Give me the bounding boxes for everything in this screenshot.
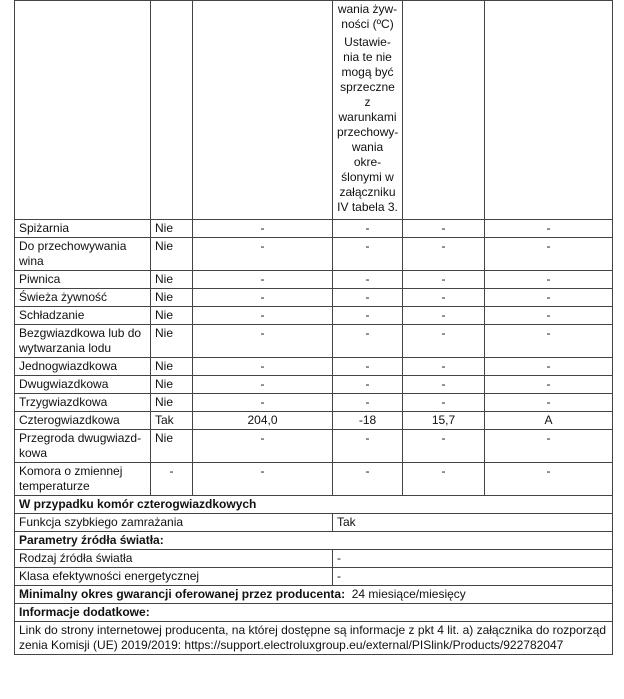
light-type-row: Rodzaj źródła światła - bbox=[15, 550, 613, 568]
settings-note-line: sprzeczne z bbox=[340, 80, 395, 109]
light-heading-row: Parametry źródła światła: bbox=[15, 532, 613, 550]
cell-present: Nie bbox=[151, 307, 193, 325]
cell-present: Nie bbox=[151, 271, 193, 289]
cell-energy: - bbox=[403, 358, 485, 376]
table-row bbox=[15, 412, 613, 430]
cell-volume: - bbox=[193, 463, 333, 496]
settings-note-line: załączniku bbox=[339, 185, 396, 199]
compartment-label: Komora o zmiennej temperaturze bbox=[15, 463, 151, 496]
light-class-row: Klasa efektywności energetycznej - bbox=[15, 568, 613, 586]
compartment-label: Spiżarnia bbox=[15, 220, 151, 238]
additional-text-row bbox=[15, 622, 613, 655]
settings-note-line: wania okre- bbox=[351, 140, 384, 169]
settings-note-line: IV tabela 3. bbox=[337, 200, 398, 214]
cell-climate: A bbox=[485, 412, 613, 430]
cell-climate: - bbox=[485, 238, 613, 271]
cell-temp: - bbox=[333, 463, 403, 496]
compartment-label: Jednogwiazdkowa bbox=[15, 358, 151, 376]
header-row bbox=[15, 1, 613, 220]
cell-volume: - bbox=[193, 238, 333, 271]
table-row bbox=[15, 430, 613, 463]
temperature-header-cell: wania żyw- ności (ºC) Ustawie- nia te nie mogą być sprzeczne z warunkami przechowy- wania okre- ślonymi w załączniku IV tabela 3. bbox=[333, 1, 403, 220]
settings-note-line: Ustawie- bbox=[344, 35, 391, 49]
cell-energy: - bbox=[403, 376, 485, 394]
cell-energy: - bbox=[403, 394, 485, 412]
cell-temp: - bbox=[333, 271, 403, 289]
additional-heading-row: Informacje dodatkowe: bbox=[15, 604, 613, 622]
cell-present: Nie bbox=[151, 358, 193, 376]
cell-temp: - bbox=[333, 358, 403, 376]
four-star-heading-row: W przypadku komór czterogwiazdkowych bbox=[15, 496, 613, 514]
manufacturer-link-text: Link do strony internetowej producenta, na której dostępne są informacje z pkt 4 lit. a) załącznika do rozporządzenia Komisji (UE) 2019/2019: https://support.electroluxgroup.eu/external/PISlink/Products/922782047 bbox=[15, 622, 613, 655]
cell-temp: - bbox=[333, 325, 403, 358]
cell-temp: - bbox=[333, 376, 403, 394]
cell-present: Nie bbox=[151, 238, 193, 271]
cell-climate: - bbox=[485, 307, 613, 325]
table-row bbox=[15, 394, 613, 412]
cell-energy: - bbox=[403, 463, 485, 496]
table-row bbox=[15, 220, 613, 238]
cell-temp: - bbox=[333, 307, 403, 325]
cell-present: - bbox=[151, 463, 193, 496]
cell-energy: 15,7 bbox=[403, 412, 485, 430]
cell-climate: - bbox=[485, 358, 613, 376]
fast-freeze-row: Funkcja szybkiego zamrażania Tak bbox=[15, 514, 613, 532]
settings-note bbox=[337, 35, 398, 215]
cell-volume: - bbox=[193, 394, 333, 412]
cell-climate: - bbox=[485, 325, 613, 358]
compartment-table bbox=[14, 0, 613, 496]
settings-note-line: przechowy- bbox=[337, 125, 399, 139]
table-row bbox=[15, 463, 613, 496]
table-row bbox=[15, 325, 613, 358]
cell-temp: - bbox=[333, 238, 403, 271]
cell-volume: - bbox=[193, 307, 333, 325]
cell-temp: - bbox=[333, 430, 403, 463]
warranty-row bbox=[15, 586, 613, 604]
cell-climate: - bbox=[485, 289, 613, 307]
compartment-label: Świeża żywność bbox=[15, 289, 151, 307]
cell-present: Nie bbox=[151, 325, 193, 358]
cell-climate: - bbox=[485, 376, 613, 394]
warranty-label: Minimalny okres gwarancji oferowanej przez producenta: bbox=[19, 587, 346, 601]
cell-energy: - bbox=[403, 307, 485, 325]
cell-present: Nie bbox=[151, 430, 193, 463]
table-row bbox=[15, 289, 613, 307]
additional-info-table bbox=[14, 495, 613, 655]
cell-present: Tak bbox=[151, 412, 193, 430]
cell-volume: - bbox=[193, 358, 333, 376]
cell-energy: - bbox=[403, 271, 485, 289]
compartment-label: Do przechowywania wina bbox=[15, 238, 151, 271]
cell-present: Nie bbox=[151, 394, 193, 412]
table-row bbox=[15, 376, 613, 394]
compartment-label: Piwnica bbox=[15, 271, 151, 289]
compartment-label: Dwugwiazdkowa bbox=[15, 376, 151, 394]
cell-climate: - bbox=[485, 271, 613, 289]
cell-volume: - bbox=[193, 376, 333, 394]
cell-temp: -18 bbox=[333, 412, 403, 430]
cell-energy: - bbox=[403, 289, 485, 307]
settings-note-line: warunkami bbox=[338, 110, 397, 124]
compartment-label: Bezgwiazdkowa lub do wytwarzania lodu bbox=[15, 325, 151, 358]
table-row bbox=[15, 271, 613, 289]
warranty-value: 24 miesiące/miesięcy bbox=[351, 587, 466, 601]
cell-volume: - bbox=[193, 271, 333, 289]
cell-temp: - bbox=[333, 220, 403, 238]
table-row bbox=[15, 307, 613, 325]
cell-energy: - bbox=[403, 430, 485, 463]
cell-energy: - bbox=[403, 325, 485, 358]
cell-volume: - bbox=[193, 289, 333, 307]
cell-present: Nie bbox=[151, 289, 193, 307]
settings-note-line: mogą być bbox=[341, 65, 394, 79]
cell-volume: - bbox=[193, 325, 333, 358]
settings-note-line: nia te nie bbox=[343, 50, 392, 64]
cell-present: Nie bbox=[151, 376, 193, 394]
cell-climate: - bbox=[485, 463, 613, 496]
cell-volume: - bbox=[193, 430, 333, 463]
cell-climate: - bbox=[485, 430, 613, 463]
cell-climate: - bbox=[485, 220, 613, 238]
cell-energy: - bbox=[403, 238, 485, 271]
cell-temp: - bbox=[333, 394, 403, 412]
compartment-label: Przegroda dwugwiazd-kowa bbox=[15, 430, 151, 463]
compartment-label: Czterogwiazdkowa bbox=[15, 412, 151, 430]
cell-temp: - bbox=[333, 289, 403, 307]
cell-present: Nie bbox=[151, 220, 193, 238]
table-row bbox=[15, 358, 613, 376]
compartment-label: Schładzanie bbox=[15, 307, 151, 325]
settings-note-line: ślonymi w bbox=[341, 170, 394, 184]
table-row bbox=[15, 238, 613, 271]
cell-volume: - bbox=[193, 220, 333, 238]
cell-volume: 204,0 bbox=[193, 412, 333, 430]
compartment-label: Trzygwiazdkowa bbox=[15, 394, 151, 412]
cell-energy: - bbox=[403, 220, 485, 238]
cell-climate: - bbox=[485, 394, 613, 412]
